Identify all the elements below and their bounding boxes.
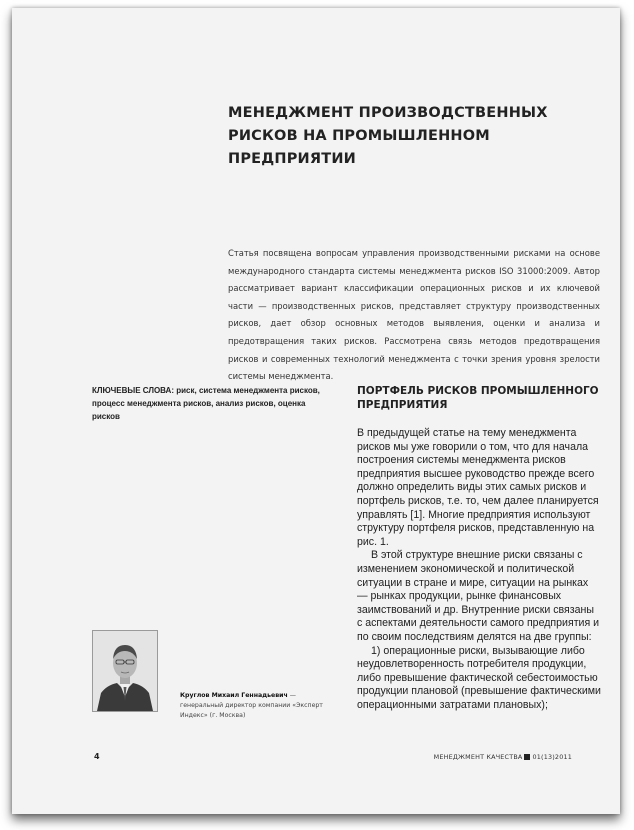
keywords-label: КЛЮЧЕВЫЕ СЛОВА: [92,386,174,395]
square-bullet-icon [524,754,530,760]
author-info: — генеральный директор компании «Эксперт Индекс» (г. Москва) [180,692,323,719]
keywords-block [92,384,332,423]
body-paragraph: 1) операционные риски, вызывающие либо неудовлетворенность потребителя продукции, либо превышение фактической себестоимостью продукции плановой (превышение фактическими операционными затратами плановых); [357,644,601,711]
page-number: 4 [94,752,100,761]
author-name: Круглов Михаил Геннадьевич [180,692,288,699]
keywords-text: риск, система менеджмента рисков, процесс менеджмента рисков, анализ рисков, оценка рисков [92,386,320,421]
section-title-line: ПОРТФЕЛЬ РИСКОВ ПРОМЫШЛЕННОГО [357,385,599,397]
section-title [357,384,607,412]
journal-name: МЕНЕДЖМЕНТ КАЧЕСТВА [433,753,523,761]
author-photo [92,630,158,712]
journal-page [12,8,620,814]
author-caption [180,691,340,721]
article-body [357,427,601,712]
section-title-line: ПРЕДПРИЯТИЯ [357,399,448,411]
body-paragraph: В этой структуре внешние риски связаны с изменением экономической и политической ситуации в стране и мире, ситуации на рынках — рынках продукции, рынке финансовых заимствований и др. Внутренние риски связаны с аспектами деятельности самого предприятия и по своим последствиям делятся на две группы: [357,549,600,643]
author-portrait-icon [93,631,157,711]
article-abstract: Статья посвящена вопросам управления производственными рисками на основе международного стандарта системы менеджмента рисков ISO 31000:2009. Автор рассматривает вариант классификации операционных рисков и их ключевой части — производственных рисков, представляет структуру производственных рисков, дает обзор основных методов выявления, оценки и анализа и предотвращения таких рисков. Рассмотрена связь методов предотвращения рисков и современных технологий менеджмента с точки зрения уровня зрелости системы менеджмента. [228,248,600,382]
journal-issue: 01(13)2011 [532,753,572,761]
title-line: ПРЕДПРИЯТИИ [228,151,357,167]
article-title [228,102,588,171]
title-line: РИСКОВ НА ПРОМЫШЛЕННОМ [228,128,490,144]
journal-footer [434,753,572,761]
title-line: МЕНЕДЖМЕНТ ПРОИЗВОДСТВЕННЫХ [228,105,548,121]
body-paragraph: В предыдущей статье на тему менеджмента рисков мы уже говорили о том, что для начала построения системы менеджмента рисков предприятия высшее руководство прежде всего должно определить виды этих самых рисков и портфель рисков, т.е. то, чем далее планируется управлять [1]. Многие предприятия используют структуру портфеля рисков, представленную на рис. 1. [357,427,599,548]
